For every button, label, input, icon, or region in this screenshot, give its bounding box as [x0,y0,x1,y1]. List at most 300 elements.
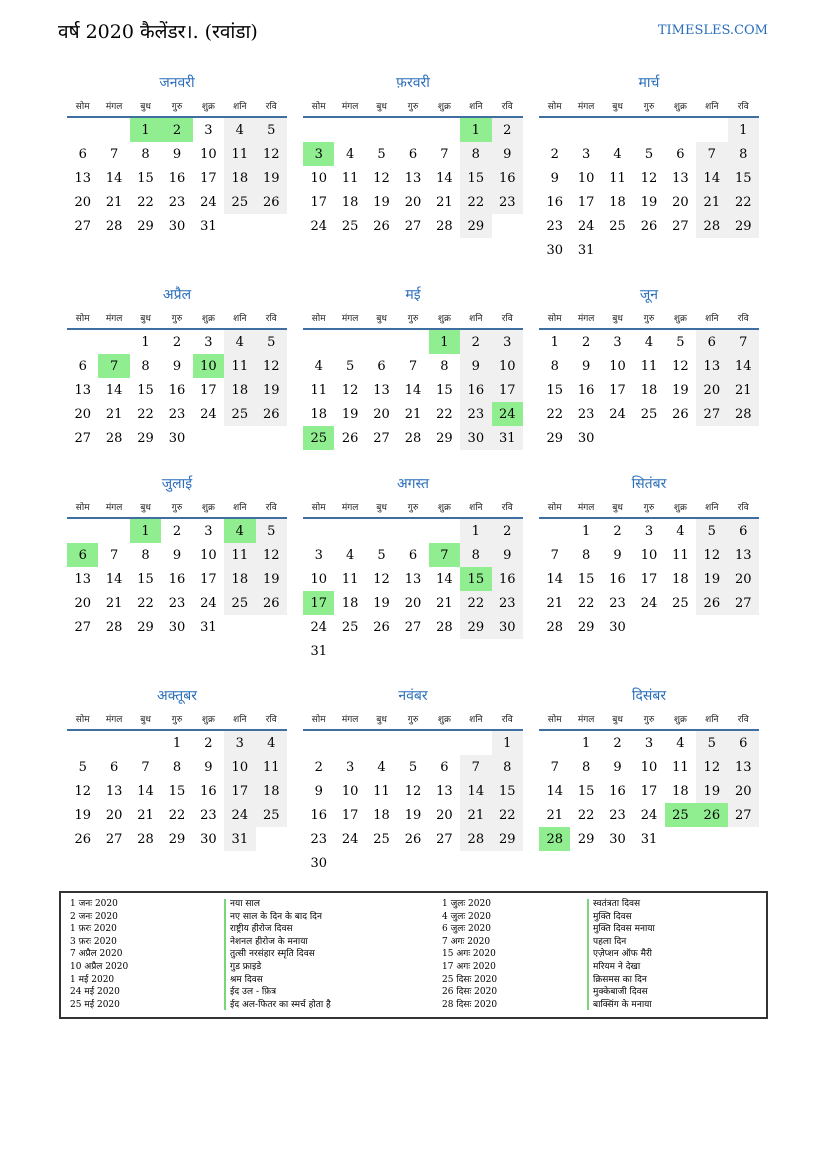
day-cell[interactable]: 14 [105,382,123,398]
day-cell[interactable]: 14 [546,571,563,587]
day-cell[interactable]: 1 [172,735,182,751]
day-cell[interactable]: 7 [408,358,418,374]
day-cell[interactable]: 10 [609,358,626,374]
day-cell[interactable]: 9 [613,547,622,563]
day-cell[interactable]: 1 [581,735,591,751]
day-cell[interactable]: 24 [341,831,359,847]
day-cell[interactable]: 16 [168,170,186,186]
day-cell[interactable]: 19 [341,406,359,422]
day-cell[interactable]: 9 [172,146,182,162]
day-cell[interactable]: 31 [577,242,595,258]
day-cell[interactable]: 12 [640,170,658,186]
day-cell[interactable]: 16 [609,571,626,587]
day-cell[interactable]: 18 [672,571,689,587]
day-cell[interactable]: 12 [404,783,422,799]
day-cell[interactable]: 1 [460,117,491,142]
day-cell[interactable]: 28 [137,831,154,847]
day-cell[interactable]: 19 [256,567,287,591]
day-cell[interactable]: 5 [256,329,287,354]
day-cell[interactable]: 20 [74,406,91,422]
day-cell[interactable]: 12 [672,358,689,374]
day-cell[interactable]: 28 [460,827,491,851]
day-cell[interactable]: 21 [436,595,453,611]
day-cell[interactable]: 8 [550,358,559,374]
day-cell[interactable]: 21 [105,194,123,210]
day-cell[interactable]: 6 [78,358,87,374]
day-cell[interactable]: 20 [404,595,422,611]
day-cell[interactable]: 5 [676,334,685,350]
day-cell[interactable]: 19 [373,194,390,210]
day-cell[interactable]: 7 [440,146,449,162]
day-cell[interactable]: 3 [204,334,213,350]
day-cell[interactable]: 15 [137,170,154,186]
day-cell[interactable]: 8 [728,142,759,166]
day-cell[interactable]: 23 [310,831,327,847]
day-cell[interactable]: 11 [310,382,327,398]
day-cell[interactable]: 15 [460,567,491,591]
day-cell[interactable]: 5 [345,358,355,374]
day-cell[interactable]: 23 [460,402,491,426]
day-cell[interactable]: 13 [404,571,422,587]
day-cell[interactable]: 17 [341,807,359,823]
day-cell[interactable]: 27 [373,430,390,446]
day-cell[interactable]: 30 [609,619,626,635]
day-cell[interactable]: 31 [492,426,523,450]
day-cell[interactable]: 19 [404,807,422,823]
day-cell[interactable]: 21 [696,190,727,214]
day-cell[interactable]: 7 [429,543,460,567]
day-cell[interactable]: 5 [377,146,386,162]
day-cell[interactable]: 11 [672,759,689,775]
day-cell[interactable]: 25 [224,591,255,615]
day-cell[interactable]: 28 [436,218,453,234]
day-cell[interactable]: 30 [168,619,186,635]
day-cell[interactable]: 17 [640,783,658,799]
day-cell[interactable]: 7 [141,759,150,775]
day-cell[interactable]: 13 [74,571,91,587]
day-cell[interactable]: 1 [141,334,150,350]
day-cell[interactable]: 20 [105,807,123,823]
day-cell[interactable]: 14 [105,571,123,587]
day-cell[interactable]: 14 [436,571,453,587]
day-cell[interactable]: 5 [78,759,87,775]
day-cell[interactable]: 8 [581,759,591,775]
day-cell[interactable]: 6 [728,518,759,543]
day-cell[interactable]: 22 [460,190,491,214]
day-cell[interactable]: 27 [436,831,453,847]
day-cell[interactable]: 13 [74,170,91,186]
day-cell[interactable]: 8 [440,358,449,374]
day-cell[interactable]: 30 [310,855,327,871]
day-cell[interactable]: 1 [130,117,161,142]
day-cell[interactable]: 12 [373,571,390,587]
day-cell[interactable]: 6 [408,547,418,563]
day-cell[interactable]: 25 [341,218,359,234]
day-cell[interactable]: 15 [546,382,563,398]
day-cell[interactable]: 27 [728,591,759,615]
day-cell[interactable]: 28 [696,214,727,238]
day-cell[interactable]: 3 [644,523,654,539]
day-cell[interactable]: 7 [550,547,559,563]
day-cell[interactable]: 24 [640,807,658,823]
day-cell[interactable]: 17 [640,571,658,587]
day-cell[interactable]: 19 [696,567,727,591]
day-cell[interactable]: 27 [74,619,91,635]
day-cell[interactable]: 19 [256,166,287,190]
day-cell[interactable]: 18 [672,783,689,799]
day-cell[interactable]: 30 [460,426,491,450]
day-cell[interactable]: 29 [546,430,563,446]
day-cell[interactable]: 4 [224,329,255,354]
day-cell[interactable]: 30 [168,218,186,234]
day-cell[interactable]: 7 [696,142,727,166]
day-cell[interactable]: 13 [728,543,759,567]
day-cell[interactable]: 18 [224,567,255,591]
day-cell[interactable]: 8 [141,547,150,563]
day-cell[interactable]: 13 [436,783,453,799]
day-cell[interactable]: 10 [310,170,327,186]
day-cell[interactable]: 24 [200,194,217,210]
day-cell[interactable]: 2 [314,759,323,775]
day-cell[interactable]: 11 [256,755,287,779]
day-cell[interactable]: 11 [672,547,689,563]
day-cell[interactable]: 24 [310,218,327,234]
day-cell[interactable]: 18 [310,406,327,422]
day-cell[interactable]: 18 [373,807,390,823]
day-cell[interactable]: 8 [172,759,182,775]
day-cell[interactable]: 17 [303,591,334,615]
day-cell[interactable]: 22 [137,595,154,611]
day-cell[interactable]: 25 [609,218,626,234]
day-cell[interactable]: 17 [577,194,595,210]
day-cell[interactable]: 24 [200,595,217,611]
day-cell[interactable]: 12 [256,142,287,166]
day-cell[interactable]: 15 [728,166,759,190]
day-cell[interactable]: 28 [105,430,123,446]
day-cell[interactable]: 12 [341,382,359,398]
day-cell[interactable]: 26 [672,406,689,422]
day-cell[interactable]: 9 [581,358,591,374]
day-cell[interactable]: 27 [728,803,759,827]
day-cell[interactable]: 22 [728,190,759,214]
day-cell[interactable]: 28 [105,619,123,635]
day-cell[interactable]: 14 [696,166,727,190]
day-cell[interactable]: 6 [440,759,449,775]
day-cell[interactable]: 30 [168,430,186,446]
day-cell[interactable]: 24 [310,619,327,635]
day-cell[interactable]: 20 [696,378,727,402]
day-cell[interactable]: 9 [492,142,523,166]
day-cell[interactable]: 15 [168,783,186,799]
day-cell[interactable]: 5 [696,518,727,543]
day-cell[interactable]: 5 [256,518,287,543]
day-cell[interactable]: 21 [404,406,422,422]
day-cell[interactable]: 20 [404,194,422,210]
day-cell[interactable]: 6 [728,730,759,755]
day-cell[interactable]: 6 [696,329,727,354]
day-cell[interactable]: 26 [373,619,390,635]
day-cell[interactable]: 15 [460,166,491,190]
day-cell[interactable]: 2 [550,146,559,162]
day-cell[interactable]: 6 [408,146,418,162]
day-cell[interactable]: 3 [204,122,213,138]
day-cell[interactable]: 23 [492,591,523,615]
day-cell[interactable]: 25 [224,402,255,426]
day-cell[interactable]: 13 [696,354,727,378]
day-cell[interactable]: 7 [109,547,119,563]
day-cell[interactable]: 4 [377,759,386,775]
day-cell[interactable]: 14 [436,170,453,186]
day-cell[interactable]: 15 [577,783,595,799]
day-cell[interactable]: 21 [728,378,759,402]
day-cell[interactable]: 8 [141,146,150,162]
day-cell[interactable]: 18 [224,166,255,190]
day-cell[interactable]: 13 [404,170,422,186]
day-cell[interactable]: 3 [345,759,355,775]
day-cell[interactable]: 22 [436,406,453,422]
day-cell[interactable]: 20 [672,194,689,210]
day-cell[interactable]: 11 [224,543,255,567]
day-cell[interactable]: 17 [200,382,217,398]
day-cell[interactable]: 18 [609,194,626,210]
day-cell[interactable]: 18 [256,779,287,803]
day-cell[interactable]: 26 [256,190,287,214]
day-cell[interactable]: 18 [640,382,658,398]
day-cell[interactable]: 15 [577,571,595,587]
day-cell[interactable]: 8 [492,755,523,779]
day-cell[interactable]: 4 [345,547,355,563]
day-cell[interactable]: 2 [204,735,213,751]
day-cell[interactable]: 23 [168,595,186,611]
day-cell[interactable]: 24 [640,595,658,611]
day-cell[interactable]: 27 [672,218,689,234]
day-cell[interactable]: 27 [105,831,123,847]
day-cell[interactable]: 22 [137,406,154,422]
day-cell[interactable]: 8 [581,547,591,563]
day-cell[interactable]: 5 [377,547,386,563]
day-cell[interactable]: 21 [460,803,491,827]
day-cell[interactable]: 31 [310,643,327,659]
day-cell[interactable]: 1 [581,523,591,539]
day-cell[interactable]: 20 [373,406,390,422]
day-cell[interactable]: 14 [105,170,123,186]
day-cell[interactable]: 10 [310,571,327,587]
day-cell[interactable]: 29 [577,619,595,635]
day-cell[interactable]: 16 [168,571,186,587]
day-cell[interactable]: 3 [644,735,654,751]
day-cell[interactable]: 10 [640,547,658,563]
day-cell[interactable]: 30 [546,242,563,258]
day-cell[interactable]: 5 [696,730,727,755]
day-cell[interactable]: 29 [492,827,523,851]
day-cell[interactable]: 12 [373,170,390,186]
day-cell[interactable]: 16 [609,783,626,799]
day-cell[interactable]: 9 [613,759,622,775]
day-cell[interactable]: 27 [696,402,727,426]
day-cell[interactable]: 1 [460,518,491,543]
day-cell[interactable]: 20 [728,779,759,803]
day-cell[interactable]: 7 [550,759,559,775]
day-cell[interactable]: 8 [460,142,491,166]
day-cell[interactable]: 15 [137,382,154,398]
day-cell[interactable]: 23 [168,194,186,210]
day-cell[interactable]: 28 [436,619,453,635]
day-cell[interactable]: 5 [408,759,418,775]
day-cell[interactable]: 27 [404,218,422,234]
day-cell[interactable]: 14 [137,783,154,799]
day-cell[interactable]: 25 [665,803,696,827]
day-cell[interactable]: 2 [172,523,182,539]
day-cell[interactable]: 24 [200,406,217,422]
day-cell[interactable]: 29 [577,831,595,847]
day-cell[interactable]: 12 [256,543,287,567]
day-cell[interactable]: 6 [67,543,98,567]
day-cell[interactable]: 16 [577,382,595,398]
day-cell[interactable]: 29 [436,430,453,446]
day-cell[interactable]: 10 [492,354,523,378]
day-cell[interactable]: 3 [303,142,334,166]
day-cell[interactable]: 3 [492,329,523,354]
day-cell[interactable]: 21 [105,406,123,422]
day-cell[interactable]: 26 [341,430,359,446]
day-cell[interactable]: 12 [256,354,287,378]
day-cell[interactable]: 19 [672,382,689,398]
day-cell[interactable]: 16 [492,567,523,591]
day-cell[interactable]: 10 [224,755,255,779]
day-cell[interactable]: 2 [613,735,622,751]
day-cell[interactable]: 5 [644,146,654,162]
day-cell[interactable]: 31 [224,827,255,851]
day-cell[interactable]: 29 [168,831,186,847]
day-cell[interactable]: 1 [429,329,460,354]
day-cell[interactable]: 11 [224,354,255,378]
day-cell[interactable]: 25 [256,803,287,827]
day-cell[interactable]: 26 [404,831,422,847]
day-cell[interactable]: 17 [310,194,327,210]
day-cell[interactable]: 9 [460,354,491,378]
day-cell[interactable]: 2 [581,334,591,350]
day-cell[interactable]: 3 [613,334,622,350]
day-cell[interactable]: 25 [672,595,689,611]
day-cell[interactable]: 31 [200,218,217,234]
day-cell[interactable]: 17 [200,170,217,186]
day-cell[interactable]: 2 [460,329,491,354]
day-cell[interactable]: 20 [436,807,453,823]
day-cell[interactable]: 24 [492,402,523,426]
day-cell[interactable]: 13 [74,382,91,398]
day-cell[interactable]: 21 [546,595,563,611]
day-cell[interactable]: 26 [256,591,287,615]
day-cell[interactable]: 29 [137,430,154,446]
day-cell[interactable]: 1 [728,117,759,142]
day-cell[interactable]: 19 [640,194,658,210]
day-cell[interactable]: 17 [200,571,217,587]
day-cell[interactable]: 21 [436,194,453,210]
day-cell[interactable]: 2 [172,334,182,350]
day-cell[interactable]: 6 [676,146,685,162]
day-cell[interactable]: 23 [577,406,595,422]
day-cell[interactable]: 22 [577,595,595,611]
day-cell[interactable]: 4 [256,730,287,755]
day-cell[interactable]: 11 [341,571,359,587]
day-cell[interactable]: 1 [492,730,523,755]
day-cell[interactable]: 11 [640,358,658,374]
day-cell[interactable]: 30 [609,831,626,847]
day-cell[interactable]: 4 [224,117,255,142]
day-cell[interactable]: 16 [460,378,491,402]
day-cell[interactable]: 18 [341,595,359,611]
day-cell[interactable]: 26 [256,402,287,426]
day-cell[interactable]: 20 [74,194,91,210]
day-cell[interactable]: 10 [640,759,658,775]
day-cell[interactable]: 12 [74,783,91,799]
day-cell[interactable]: 25 [640,406,658,422]
day-cell[interactable]: 19 [373,595,390,611]
day-cell[interactable]: 16 [546,194,563,210]
day-cell[interactable]: 4 [676,523,685,539]
day-cell[interactable]: 16 [200,783,217,799]
day-cell[interactable]: 20 [728,567,759,591]
day-cell[interactable]: 8 [141,358,150,374]
day-cell[interactable]: 22 [168,807,186,823]
day-cell[interactable]: 23 [609,595,626,611]
day-cell[interactable]: 23 [200,807,217,823]
day-cell[interactable]: 5 [256,117,287,142]
day-cell[interactable]: 9 [314,783,323,799]
day-cell[interactable]: 3 [204,523,213,539]
day-cell[interactable]: 7 [109,146,119,162]
day-cell[interactable]: 3 [314,547,323,563]
day-cell[interactable]: 10 [341,783,359,799]
day-cell[interactable]: 11 [609,170,626,186]
day-cell[interactable]: 6 [109,759,119,775]
day-cell[interactable]: 4 [676,735,685,751]
day-cell[interactable]: 29 [460,214,491,238]
day-cell[interactable]: 31 [200,619,217,635]
day-cell[interactable]: 9 [204,759,213,775]
day-cell[interactable]: 20 [74,595,91,611]
day-cell[interactable]: 22 [492,803,523,827]
day-cell[interactable]: 17 [492,378,523,402]
day-cell[interactable]: 26 [640,218,658,234]
day-cell[interactable]: 18 [224,378,255,402]
day-cell[interactable]: 27 [404,619,422,635]
day-cell[interactable]: 16 [310,807,327,823]
day-cell[interactable]: 28 [105,218,123,234]
day-cell[interactable]: 4 [644,334,654,350]
day-cell[interactable]: 9 [172,547,182,563]
day-cell[interactable]: 22 [577,807,595,823]
day-cell[interactable]: 16 [492,166,523,190]
day-cell[interactable]: 26 [696,591,727,615]
day-cell[interactable]: 13 [672,170,689,186]
day-cell[interactable]: 4 [224,518,255,543]
site-link[interactable]: TIMESLES.COM [657,23,768,38]
day-cell[interactable]: 6 [78,146,87,162]
day-cell[interactable]: 30 [492,615,523,639]
day-cell[interactable]: 27 [74,430,91,446]
day-cell[interactable]: 22 [137,194,154,210]
day-cell[interactable]: 29 [137,619,154,635]
day-cell[interactable]: 10 [200,146,217,162]
day-cell[interactable]: 15 [436,382,453,398]
day-cell[interactable]: 14 [404,382,422,398]
day-cell[interactable]: 7 [98,354,129,378]
day-cell[interactable]: 21 [137,807,154,823]
day-cell[interactable]: 30 [200,831,217,847]
day-cell[interactable]: 7 [728,329,759,354]
day-cell[interactable]: 19 [74,807,91,823]
